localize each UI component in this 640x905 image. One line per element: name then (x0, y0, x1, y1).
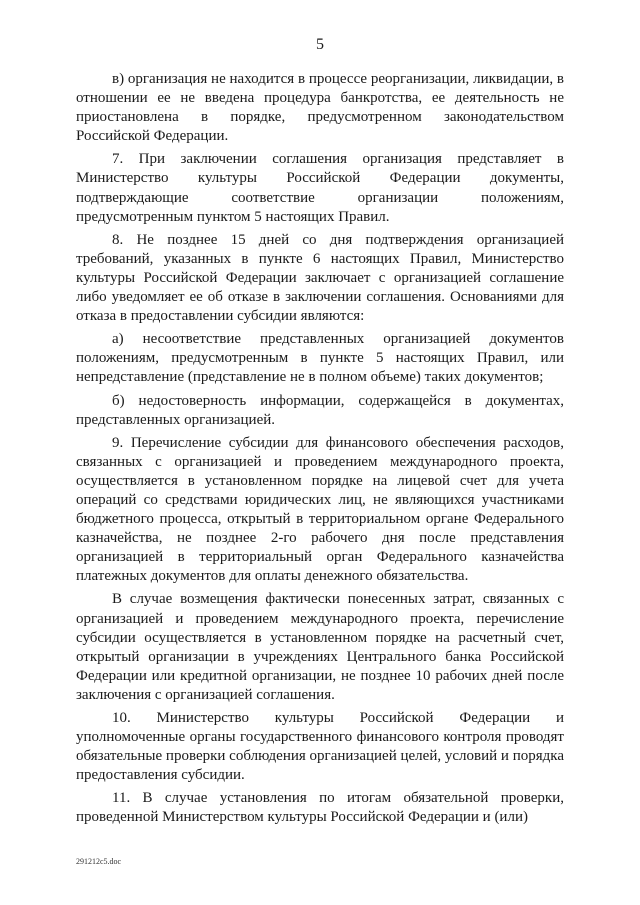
paragraph-9-cont: В случае возмещения фактически понесенных затрат, связанных с организацией и проведением международного проекта, перечисление субсидии осуществляется в установленном порядке на расчетный счет, открытый организации в учреждениях Центрального банка Российской Федерации или кредитной организации, не позднее 10 рабочих дней после заключения с организацией соглашения. (76, 591, 564, 703)
paragraph-8: 8. Не позднее 15 дней со дня подтверждения организацией требований, указанных в пункте 6 настоящих Правил, Министерство культуры Российской Федерации заключает с организацией соглашение либо уведомляет ее об отказе в заключении соглашения. Основаниями для отказа в предоставлении субсидии являются: (76, 231, 564, 325)
paragraph-9: 9. Перечисление субсидии для финансового обеспечения расходов, связанных с организацией и проведением международного проекта, осуществляется в установленном порядке на лицевой счет для учета операций со средствами юридических лиц, не являющихся участниками бюджетного процесса, открытый в территориальном органе Федерального казначейства, не позднее 2-го рабочего дня после представления организацией в территориальный орган Федерального казначейства платежных документов для оплаты денежного обязательства. (76, 434, 564, 585)
paragraph-8b: б) недостоверность информации, содержащейся в документах, представленных организацией. (76, 392, 564, 428)
document-body (76, 70, 564, 832)
page-number: 5 (316, 36, 324, 53)
paragraph-7: 7. При заключении соглашения организация представляет в Министерство культуры Российской Федерации документы, подтверждающие соответствие организации положениям, предусмотренным пунктом 5 настоящих Правил. (76, 151, 564, 225)
footer-filename: 291212c5.doc (76, 857, 122, 866)
paragraph-3v: в) организация не находится в процессе реорганизации, ликвидации, в отношении ее не введена процедура банкротства, ее деятельность не приостановлена в порядке, предусмотренном законодательством Российской Федерации. (76, 71, 564, 145)
paragraph-10: 10. Министерство культуры Российской Федерации и уполномоченные органы государственного финансового контроля проводят обязательные проверки соблюдения организацией целей, условий и порядка предоставления субсидии. (76, 710, 564, 784)
paragraph-8a: а) несоответствие представленных организацией документов положениям, предусмотренным в пункте 5 настоящих Правил, или непредставление (представление не в полном объеме) таких документов; (76, 331, 564, 386)
paragraph-11: 11. В случае установления по итогам обязательной проверки, проведенной Министерством культуры Российской Федерации и (или) (76, 790, 564, 826)
